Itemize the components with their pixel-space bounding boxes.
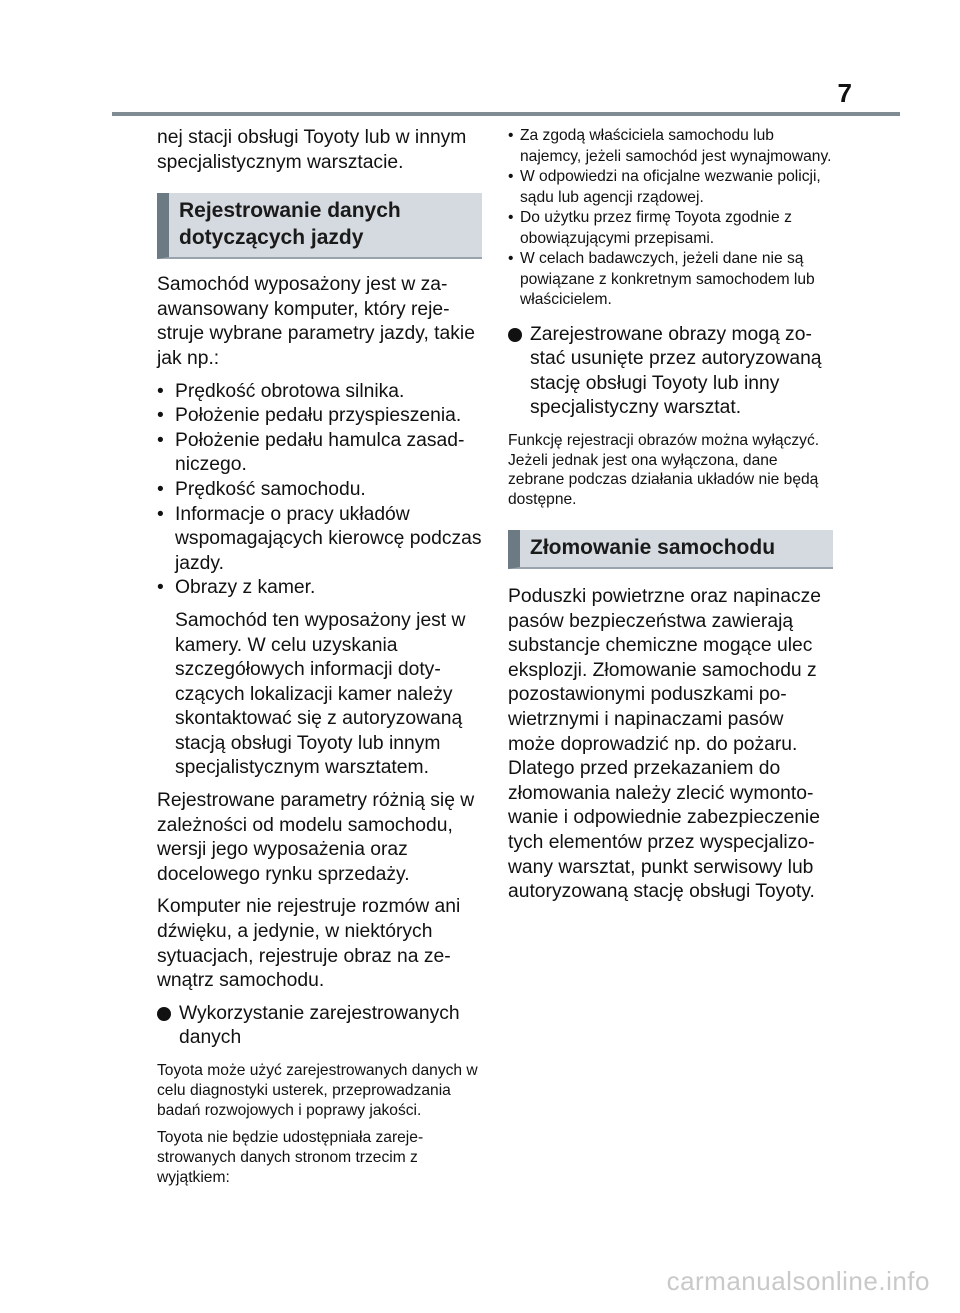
bullet-icon: • bbox=[508, 250, 514, 267]
list-item: • Za zgodą właściciela samochodu lub najemcy, jeżeli samochód jest wynajmowany. bbox=[508, 127, 832, 165]
exceptions-list bbox=[508, 126, 833, 311]
list-item: • Prędkość samochodu. bbox=[157, 478, 482, 503]
list-item: • Do użytku przez firmę Toyota zgodnie z obowiązującymi przepisami. bbox=[508, 209, 792, 247]
bullet-icon: • bbox=[157, 577, 164, 599]
parameters-paragraph: Rejestrowane parametry różnią się w zależności od modelu samochodu, wersji jego wyposażenia oraz docelowego rynku sprzedaży. bbox=[157, 790, 475, 885]
recording-paragraph: Samochód wyposażony jest w zaawansowany komputer, który rejestruje wybrane parametry jazdy, takie jak np.: bbox=[157, 274, 475, 369]
bullet-icon: • bbox=[508, 127, 514, 144]
list-item: • W odpowiedzi na oficjalne wezwanie policji, sądu lub agencji rządowej. bbox=[508, 168, 821, 206]
list-item: • Prędkość obrotowa silnika. bbox=[157, 380, 482, 405]
list-item: • Położenie pedału hamulca zasadniczego. bbox=[157, 429, 465, 476]
left-column bbox=[157, 126, 482, 1196]
sound-paragraph: Komputer nie rejestruje rozmów ani dźwięku, a jedynie, w niektórych sytuacjach, rejestruje obraz na zewnątrz samochodu. bbox=[157, 896, 461, 992]
section-heading-scrapping: Złomowanie samochodu bbox=[508, 530, 833, 569]
circle-bullet-icon bbox=[157, 1007, 171, 1021]
bullet-icon: • bbox=[508, 168, 514, 185]
bullet-icon: • bbox=[508, 209, 514, 226]
recorded-parameters-list bbox=[157, 380, 482, 601]
list-item: • W celach badawczych, jeżeli dane nie są powiązane z konkretnym samochodem lub właścicielem. bbox=[508, 250, 815, 308]
list-item: • Informacje o pracy układów wspomagających kierowcę podczas jazdy. bbox=[157, 503, 482, 574]
watermark: carmanualsonline.info bbox=[666, 1266, 930, 1296]
list-item: • Obrazy z kamer. bbox=[157, 576, 482, 601]
page-number: 7 bbox=[837, 78, 852, 108]
sharing-note: Toyota nie będzie udostępniała zarejestrowanych danych stronom trzecim z wyjątkiem: bbox=[157, 1129, 424, 1186]
bullet-icon: • bbox=[157, 380, 164, 402]
scrapping-paragraph: Poduszki powietrzne oraz napinacze pasów bezpieczeństwa zawierają substancje chemiczne mogące ulec eksplozji. Złomowanie samochodu z pozostawionymi poduszkami powietrznymi i napinaczami pasów może doprowadzić np. do pożaru. Dlatego przed przekazaniem do złomowania należy zlecić wymontowanie i odpowiednie zabezpieczenie tych elementów przez wyspecjalizowany warsztat, punkt serwisowy lub autoryzowaną stację obsługi Toyoty. bbox=[508, 586, 821, 903]
usage-note: Toyota może użyć zarejestrowanych danych w celu diagnostyki usterek, przeprowadzania badań rozwojowych i poprawy jakości. bbox=[157, 1062, 478, 1119]
image-recording-note: Funkcję rejestracji obrazów można wyłączyć. Jeżeli jednak jest ona wyłączona, dane zebrane podczas działania układów nie będą dostępne. bbox=[508, 431, 820, 509]
bullet-icon: • bbox=[157, 429, 164, 451]
right-column bbox=[508, 126, 833, 913]
bullet-icon: • bbox=[157, 405, 164, 427]
intro-text: nej stacji obsługi Toyoty lub w innym specjalistycznym warsztacie. bbox=[157, 127, 467, 173]
circle-bullet-icon bbox=[508, 328, 522, 342]
list-item: • Położenie pedału przyspieszenia. bbox=[157, 404, 482, 429]
images-deletion-item: Zarejestrowane obrazy mogą zostać usunięte przez autoryzowaną stację obsługi Toyoty lub inny specjalistyczny warsztat. bbox=[508, 323, 833, 421]
usage-subheading: Wykorzystanie zarejestrowanych danych bbox=[157, 1002, 482, 1051]
bullet-icon: • bbox=[157, 503, 164, 525]
camera-note: Samochód ten wyposażony jest w kamery. W celu uzyskania szczegółowych informacji dotyczących lokalizacji kamer należy skontaktować się z autoryzowaną stacją obsługi Toyoty lub innym specjalistycznym warsztatem. bbox=[175, 609, 466, 779]
bullet-icon: • bbox=[157, 478, 164, 500]
section-heading-recording: Rejestrowanie danych dotyczących jazdy bbox=[157, 193, 482, 259]
header-rule bbox=[112, 112, 900, 116]
